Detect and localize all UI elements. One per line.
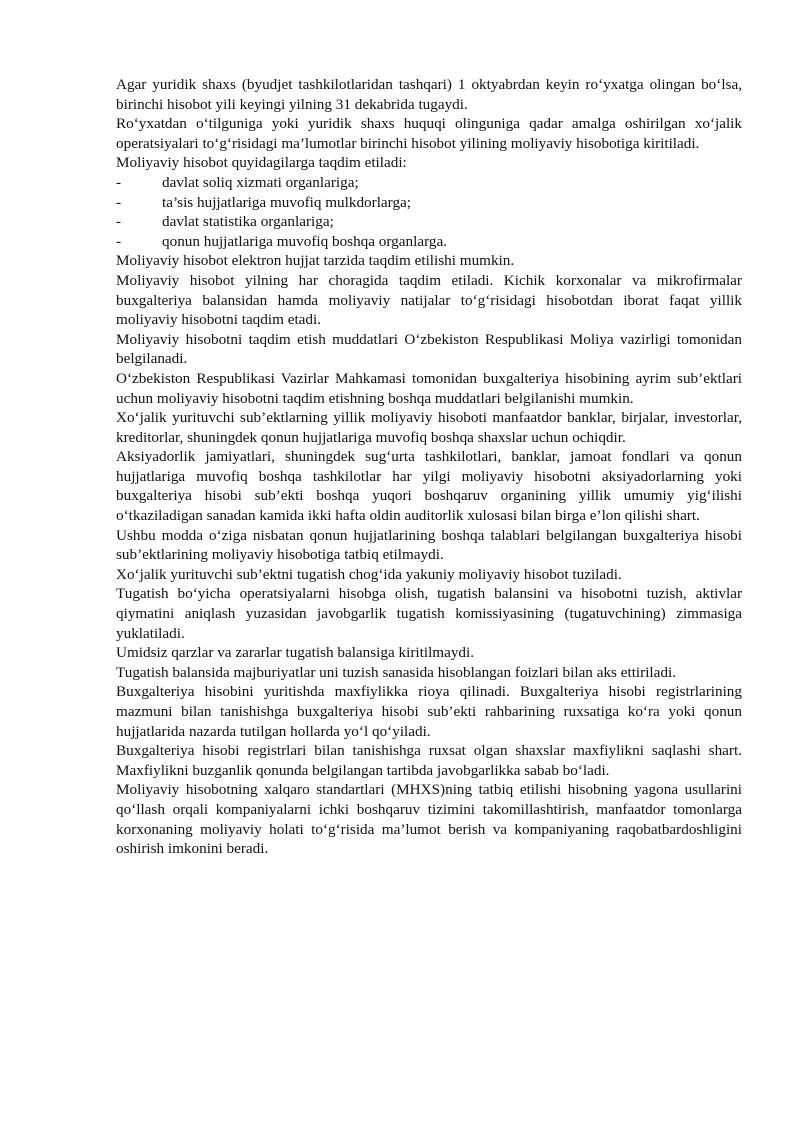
paragraph: Tugatish balansida majburiyatlar uni tuzish sanasida hisoblangan foizlari bilan aks ettiriladi. xyxy=(116,663,676,681)
list-item xyxy=(116,212,742,232)
paragraph: Umidsiz qarzlar va zararlar tugatish balansiga kiritilmaydi. xyxy=(116,644,475,662)
paragraph: Ro‘yxatdan o‘tilguniga yoki yuridik shaxs huquqi olinguniga qadar amalga oshirilgan xo‘jalik operatsiyalari to‘g‘risidagi ma’lumotlar birinchi hisobot yilining moliyaviy hisobotiga kiritiladi. xyxy=(116,115,742,152)
list-dash: - xyxy=(116,173,122,191)
paragraph: Moliyaviy hisobotning xalqaro standartlari (MHXS)ning tatbiq etilishi hisobning yagona usullarini qo‘llash orqali kompaniyalarni ichki boshqaruv tizimini takomillashtirish, manfaatdor tomonlarga korxonaning moliyaviy holati to‘g‘risida ma’lumot berish va kompaniyaning raqobatbardoshligini oshirish imkonini beradi. xyxy=(116,781,742,858)
paragraph: Moliyaviy hisobot quyidagilarga taqdim etiladi: xyxy=(116,154,407,172)
paragraph: Buxgalteriya hisobini yuritishda maxfiylikka rioya qilinadi. Buxgalteriya hisobi registrlarining mazmuni bilan tanishishga buxgalteriya hisobi sub’ekti rahbarining ruxsatiga ko‘ra yoki qonun hujjatlarida nazarda tutilgan hollarda yo‘l qo‘yiladi. xyxy=(116,683,742,740)
paragraph: O‘zbekiston Respublikasi Vazirlar Mahkamasi tomonidan buxgalteriya hisobining ayrim sub’ektlari uchun moliyaviy hisobotni taqdim etishning boshqa muddatlari belgilanishi mumkin. xyxy=(116,369,742,407)
list-dash: - xyxy=(116,193,122,211)
list-item xyxy=(116,173,742,193)
list-item-text: davlat statistika organlariga; xyxy=(162,213,334,231)
paragraph: Xo‘jalik yurituvchi sub’ektlarning yillik moliyaviy hisoboti manfaatdor banklar, birjalar, investorlar, kreditorlar, shuningdek qonun hujjatlariga muvofiq boshqa shaxslar uchun ochiqdir. xyxy=(116,409,742,446)
list-dash: - xyxy=(116,213,122,231)
paragraph: Aksiyadorlik jamiyatlari, shuningdek sug‘urta tashkilotlari, banklar, jamoat fondlari va qonun hujjatlariga muvofiq boshqa tashkilotlar har yilgi moliyaviy hisobotni aksiyadorlarning yoki buxgalteriya hisobi sub’ekti boshqa yuqori boshqaruv organining yillik umumiy yig‘ilishi o‘tkaziladigan sanadan kamida ikki hafta oldin auditorlik xulosasi bilan birga e’lon qilishi shart. xyxy=(116,448,742,525)
paragraph: Moliyaviy hisobotni taqdim etish muddatlari O‘zbekiston Respublikasi Moliya vazirligi tomonidan belgilanadi. xyxy=(116,330,742,368)
paragraph: Ushbu modda o‘ziga nisbatan qonun hujjatlarining boshqa talablari belgilangan buxgalteriya hisobi sub’ektlarining moliyaviy hisobotiga tatbiq etilmaydi. xyxy=(116,526,742,564)
list-item-text: ta’sis hujjatlariga muvofiq mulkdorlarga; xyxy=(162,193,411,211)
paragraph: Buxgalteriya hisobi registrlari bilan tanishishga ruxsat olgan shaxslar maxfiylikni saqlashi shart. Maxfiylikni buzganlik qonunda belgilangan tartibda javobgarlikka sabab bo‘ladi. xyxy=(116,742,742,779)
paragraph: Moliyaviy hisobot yilning har choragida taqdim etiladi. Kichik korxonalar va mikrofirmalar buxgalteriya balansidan hamda moliyaviy natijalar to‘g‘risidagi hisobotdan iborat faqat yillik moliyaviy hisobotni taqdim etadi. xyxy=(116,271,742,329)
list-dash: - xyxy=(116,232,122,250)
paragraph: Agar yuridik shaxs (byudjet tashkilotlaridan tashqari) 1 oktyabrdan keyin ro‘yxatga olingan bo‘lsa, birinchi hisobot yili keyingi yilning 31 dekabrida tugaydi. xyxy=(116,76,742,113)
list-item xyxy=(116,232,742,252)
document-body xyxy=(116,75,742,859)
list-item-text: qonun hujjatlariga muvofiq boshqa organlarga. xyxy=(162,232,447,250)
list-item-text: davlat soliq xizmati organlariga; xyxy=(162,173,359,191)
paragraph: Xo‘jalik yurituvchi sub’ektni tugatish chog‘ida yakuniy moliyaviy hisobot tuziladi. xyxy=(116,565,622,583)
paragraph: Tugatish bo‘yicha operatsiyalarni hisobga olish, tugatish balansini va hisobotni tuzish, aktivlar qiymatini aniqlash yuzasidan javobgarlik tugatish komissiyasining (tugatuvchining) zimmasiga yuklatiladi. xyxy=(116,585,742,642)
list-item xyxy=(116,193,742,213)
paragraph: Moliyaviy hisobot elektron hujjat tarzida taqdim etilishi mumkin. xyxy=(116,252,515,270)
